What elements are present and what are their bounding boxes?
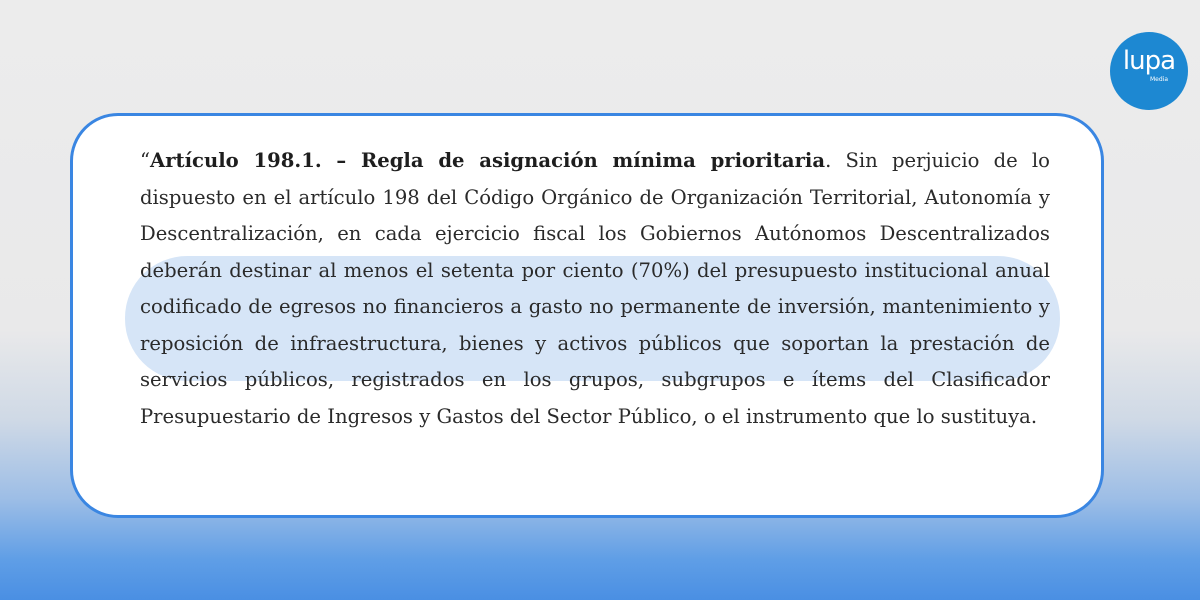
open-quote: “ [140,149,151,172]
article-card [70,113,1104,518]
heading-period: . [825,149,832,172]
logo-wordmark: lupa [1122,46,1176,76]
logo-subtitle: Media [1150,76,1169,83]
article-heading: Artículo 198.1. – Regla de asignación mínima prioritaria [150,149,826,172]
article-text [140,143,1050,435]
article-body: Sin perjuicio de lo dispuesto en el artículo 198 del Código Orgánico de Organización Territorial, Autonomía y Descentralización, en cada ejercicio fiscal los Gobiernos Autónomos Descentralizados deberán destinar al menos el setenta por ciento (70%) del presupuesto institucional anual codificado de egresos no financieros a gasto no permanente de inversión, mantenimiento y reposición de infraestructura, bienes y activos públicos que soportan la prestación de servicios públicos, registrados en los grupos, subgrupos e ítems del Clasificador Presupuestario de Ingresos y Gastos del Sector Público, o el instrumento que lo sustituya. [140,149,1050,428]
lupa-media-logo [1110,32,1188,110]
